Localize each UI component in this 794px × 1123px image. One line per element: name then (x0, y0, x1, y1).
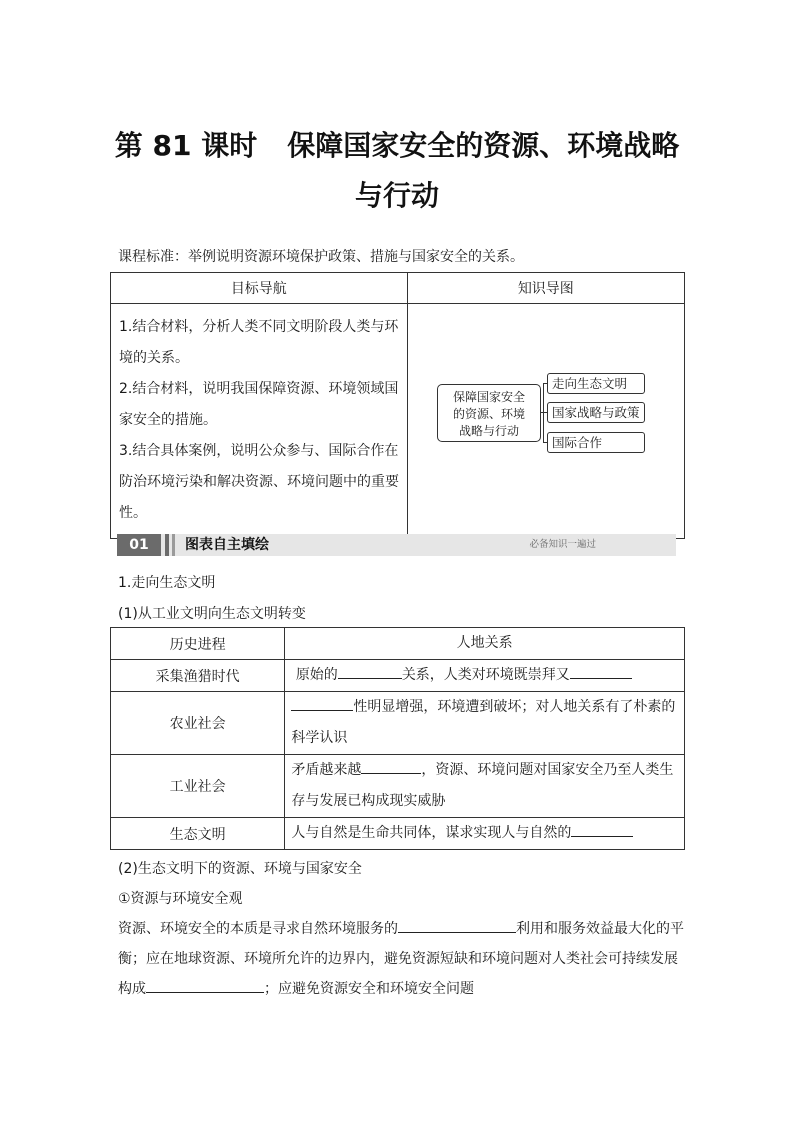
table-row (111, 692, 685, 755)
heading-ecological-civilization: 1.走向生态文明 (118, 575, 216, 591)
fill-blank[interactable] (361, 759, 421, 774)
lesson-number: 第 81 课时 (114, 129, 258, 162)
goals-header: 目标导航 (111, 273, 408, 304)
banner-stripe (165, 534, 169, 556)
banner-stripe (172, 534, 175, 556)
cell-text: 关系，人类对环境既崇拜又 (401, 667, 570, 683)
mindmap-root-line: 保障国家安全 (452, 390, 525, 404)
subheading-transition: (1)从工业文明向生态文明转变 (118, 606, 306, 622)
fill-blank[interactable] (570, 664, 632, 679)
mindmap-header: 知识导图 (407, 273, 684, 304)
page-title-line2: 与行动 (354, 179, 439, 212)
mindmap-connector (543, 383, 544, 443)
stage-cell: 工业社会 (111, 755, 285, 818)
cell-text: 原始的 (295, 667, 338, 683)
table-row (111, 818, 685, 850)
history-table (110, 627, 685, 850)
page-title-line1 (60, 124, 734, 164)
table-row (111, 755, 685, 818)
table-row (111, 660, 685, 692)
section-note: 必备知识一遍过 (529, 539, 596, 550)
subheading-security-view: ①资源与环境安全观 (118, 891, 243, 907)
cell-text: 人与自然是生命共同体，谋求实现人与自然的 (291, 825, 572, 841)
fill-blank[interactable] (291, 696, 353, 711)
paragraph-text: 利用和服务效益最大化的平衡；应在地球资源、环境所允许的边界内，避免资源短缺和环境问题对人类社会可持续发展构成 (118, 921, 684, 997)
stage-cell: 农业社会 (111, 692, 285, 755)
section-number: 01 (117, 534, 161, 556)
mindmap-node: 国家战略与政策 (547, 402, 645, 423)
mindmap-root-line: 的资源、环境 (452, 407, 525, 421)
goal-item: 2.结合材料，说明我国保障资源、环境领域国家安全的措施。 (119, 381, 399, 428)
subheading-security: (2)生态文明下的资源、环境与国家安全 (118, 861, 362, 877)
lesson-title: 保障国家安全的资源、环境战略 (287, 129, 680, 162)
cell-text: 性明显增强，环境遭到破坏；对人地关系有了朴素的科学认识 (291, 699, 676, 746)
section-banner (117, 534, 676, 556)
goal-item: 3.结合具体案例，说明公众参与、国际合作在防治环境污染和解决资源、环境问题中的重要性。 (119, 443, 399, 521)
table-header: 人地关系 (285, 628, 685, 660)
stage-cell: 生态文明 (111, 818, 285, 850)
relation-cell (285, 755, 685, 818)
security-paragraph (118, 914, 684, 1004)
curriculum-standard: 课程标准：举例说明资源环境保护政策、措施与国家安全的关系。 (118, 249, 524, 265)
cell-text: 矛盾越来越 (291, 762, 362, 778)
goals-cell (111, 304, 408, 539)
mindmap-root-line: 战略与行动 (458, 424, 519, 438)
relation-cell (285, 692, 685, 755)
goal-item: 1.结合材料，分析人类不同文明阶段人类与环境的关系。 (119, 319, 399, 366)
relation-cell (285, 660, 685, 692)
mindmap-node: 走向生态文明 (547, 373, 645, 394)
mindmap-node: 国际合作 (547, 432, 645, 453)
fill-blank[interactable] (146, 978, 264, 993)
fill-blank[interactable] (398, 918, 516, 933)
fill-blank[interactable] (571, 822, 633, 837)
section-title: 图表自主填绘 (185, 537, 269, 553)
cell-text: ，资源、环境问题对国家安全乃至人类生存与发展已构成现实威胁 (291, 762, 674, 809)
mindmap-root (437, 384, 541, 442)
stage-cell: 采集渔猎时代 (111, 660, 285, 692)
relation-cell (285, 818, 685, 850)
paragraph-text: ；应避免资源安全和环境安全问题 (264, 981, 474, 997)
paragraph-text: 资源、环境安全的本质是寻求自然环境服务的 (118, 921, 398, 937)
table-header: 历史进程 (111, 628, 285, 660)
fill-blank[interactable] (338, 664, 402, 679)
